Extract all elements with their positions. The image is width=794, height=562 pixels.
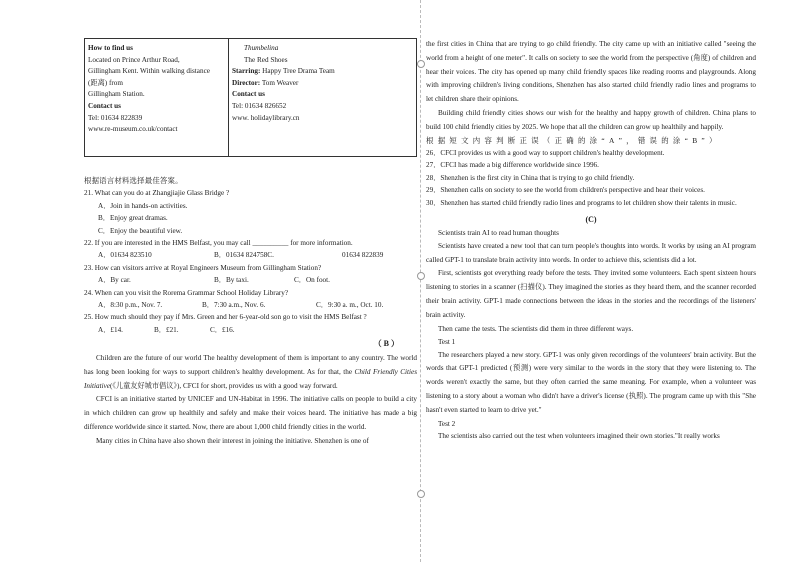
question-25-stem: 25. How much should they pay if Mrs. Green and her 6-year-old son go to visit the HMS Belfast ? [84,313,367,322]
question-21-stem: 21. What can you do at Zhangjiajie Glass Bridge ? [84,189,230,198]
part-b-paragraph-3: Many cities in China have also shown their interest in joining the initiative. Shenzhen is one of [96,436,369,445]
question-22-stem: 22. If you are interested in the HMS Belfast, you may call __________ for more information. [84,238,353,247]
part-a-instruction: 根据语言材料选择最佳答案。 [84,176,183,185]
starring-label: Starring: [232,67,261,76]
q23-option-b: B．By taxi. [214,276,249,285]
p1-text: Children are the future of our world The healthy development of them is important to any country. The world has long been looking for ways to support children's healthy development. As for that, the [84,354,417,376]
info-left-line: Gillingham Station. [88,90,145,99]
q22-option-b: B．01634 824758C. [214,251,274,260]
info-right-line: Tel: 01634 826652 [232,101,287,110]
info-left-line: Gillingham Kent. Within walking distance [88,67,210,76]
q21-option-c: C．Enjoy the beautiful view. [98,226,183,235]
q25-option-c: C．£16. [210,325,235,334]
statement-27: 27．CFCI has made a big difference worldwide since 1996. [426,161,599,170]
q24-options [84,299,417,311]
info-left-line: www.re-museum.co.uk/contact [88,125,178,134]
q25-options [84,324,417,336]
binding-hole [417,60,425,68]
page-fold-divider [420,0,421,562]
binding-hole [417,272,425,280]
part-b-paragraph-4: the first cities in China that are trying to go child friendly. The city came up with an initiative called "seeing the world from a height of one meter". It calls on society to see the world from the perspective (角度) of children and hear their voices. The city has opened up many child friendly spaces like reading rooms and playgrounds. Along with improving children's living conditions, Shenzhen has also started child friendly radio lines and programs to let children share their opinions. [426,40,756,104]
info-right-line: www. holidaylibrary.cn [232,113,300,122]
test-1-heading: Test 1 [438,338,456,347]
q24-option-c: C．9:30 a. m., Oct. 10. [316,300,384,309]
info-left-line: Located on Prince Arthur Road, [88,55,180,64]
p1-italic-title: Child Friendly Cities Initiative [84,367,418,390]
starring-value: Happy Tree Drama Team [260,67,335,76]
statement-30: 30．Shenzhen has started child friendly radio lines and programs to let children show their talents in music. [426,198,737,207]
part-c-paragraph-2: First, scientists got everything ready before the tests. They invited some volunteers. Each spent sixteen hours listening to stories in a scanner (扫描仪). They imagined the stories as they heard them, and the scanner recorded their brain activity. GPT-1 made connections between the ideas in the stories and the recordings of the listeners' brain activity. [426,269,756,319]
part-b-paragraph-1 [84,352,417,393]
director-value: Tom Weaver [260,78,299,87]
info-right-line: Thumbelina [244,44,279,52]
director-label: Director: [232,78,261,87]
true-false-instruction: 根据短文内容判断正误（正确的涂“A”，错误的涂“B”） [426,135,721,145]
q25-option-b: B．£21. [154,325,179,334]
p1-tail: (《儿童友好城市倡议》), CFCI for short, provides us with a good way forward. [109,381,338,390]
q24-option-a: A．8:30 p.m., Nov. 7. [98,300,163,309]
q24-option-b: B．7:30 a.m., Nov. 6. [202,300,266,309]
part-c-label: (C) [585,215,597,225]
q23-option-c: C．On foot. [294,276,330,285]
q21-option-b: B．Enjoy great dramas. [98,214,168,223]
right-column [426,38,756,444]
binding-hole [417,490,425,498]
info-box-left-cell [85,39,229,156]
info-right-line: The Red Shoes [244,55,288,64]
contact-label: Contact us [232,90,265,99]
part-c-paragraph-4: The researchers played a new story. GPT-1 was only given recordings of the volunteers' brain activity. But the words that GPT-1 predicted (预测) were very similar to the words in the story that they were listening to. The words weren't exactly the same, but they often carried the same meaning. For example, when a volunteer was listening to a story about a woman who didn't have a driver's license (执照). The program came up with this "She hasn't even started to learn to drive yet." [426,350,756,414]
part-b-paragraph-2: CFCI is an initiative started by UNICEF and UN-Habitat in 1996. The initiative calls on people to build a city in which children can grow up healthily and safely and make their voices heard. The initiative has made a big difference worldwide since it started. Now, there are about 1,000 child friendly cities in the world. [84,395,417,432]
q25-option-a: A．£14. [98,325,123,334]
part-c-paragraph-3: Then came the tests. The scientists did them in three different ways. [438,324,634,333]
part-b-paragraph-5: Building child friendly cities shows our wish for the healthy and happy growth of children. China plans to build 100 child friendly cities by 2025. We hope that all the children can grow up healthily and happily. [426,108,756,131]
part-c-paragraph-1: Scientists have created a new tool that can turn people's thoughts into words. It works by using an AI program called GPT-1 to translate brain activity into words. In order to achieve this, scientists did a lot. [426,241,756,264]
question-24-stem: 24. When can you visit the Rorema Grammar School Holiday Library? [84,288,289,297]
part-c-paragraph-5: The scientists also carried out the test when volunteers imagined their own stories."It really works [438,432,720,441]
q22-option-c: 01634 822839 [342,251,384,260]
q22-options [84,249,417,261]
part-b-label: （ B ） [373,339,399,349]
info-left-line: Tel: 01634 822839 [88,113,143,122]
question-23-stem: 23. How can visitors arrive at Royal Engineers Museum from Gillingham Station? [84,263,322,272]
info-left-line: (距离) from [88,78,123,87]
statement-28: 28．Shenzhen is the first city in China that is trying to go child friendly. [426,173,635,182]
q21-option-a: A．Join in hands-on activities. [98,201,188,210]
q23-option-a: A．By car. [98,276,131,285]
q23-options [84,274,417,286]
q22-option-a: A．01634 823510 [98,251,152,260]
part-c-title: Scientists train AI to read human thoughts [438,229,559,238]
info-left-line: How to find us [88,44,133,52]
info-box-table [84,38,417,157]
info-box-right-cell [229,39,416,156]
statement-26: 26．CFCI provides us with a good way to support children's healthy development. [426,148,665,157]
statement-29: 29．Shenzhen calls on society to see the world from children's perspective and hear their voices. [426,186,705,195]
info-left-line: Contact us [88,101,121,110]
left-column [84,175,417,449]
test-2-heading: Test 2 [438,419,456,428]
